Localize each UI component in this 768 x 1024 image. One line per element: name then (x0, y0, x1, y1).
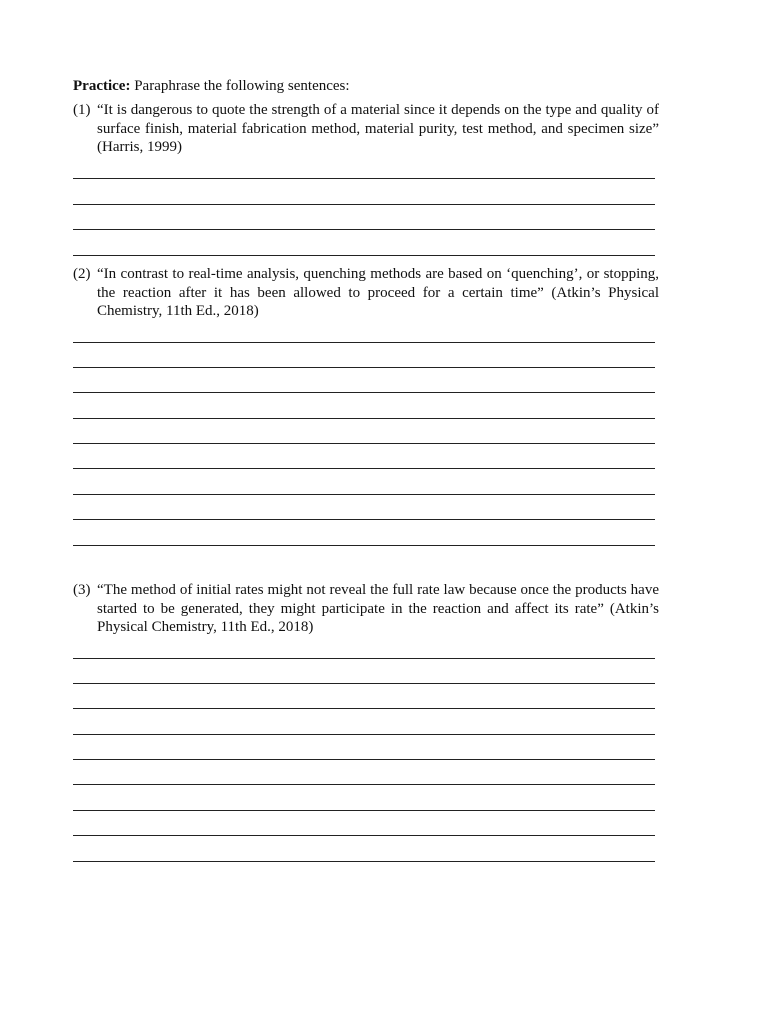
answer-line[interactable] (73, 683, 655, 684)
answer-line[interactable] (73, 784, 655, 785)
question-1-text: “It is dangerous to quote the strength of a material since it depends on the type and quality of surface finish, material fabrication method, material purity, test method, and specimen size” (Harris, 1999) (97, 102, 659, 155)
practice-label: Practice: (73, 78, 131, 94)
answer-line[interactable] (73, 519, 655, 520)
answer-line[interactable] (73, 367, 655, 368)
answer-line[interactable] (73, 861, 655, 862)
question-1-number: (1) (73, 102, 91, 118)
answer-line[interactable] (73, 494, 655, 495)
answer-line[interactable] (73, 810, 655, 811)
answer-line[interactable] (73, 545, 655, 546)
answer-line[interactable] (73, 342, 655, 343)
question-2 (73, 265, 659, 321)
question-2-text: “In contrast to real-time analysis, quenching methods are based on ‘quenching’, or stopping, the reaction after it has been allowed to proceed for a certain time” (Atkin’s Physical Chemistry, 11th Ed., 2018) (97, 266, 659, 319)
practice-instruction: Paraphrase the following sentences: (134, 78, 350, 94)
answer-line[interactable] (73, 468, 655, 469)
answer-line[interactable] (73, 708, 655, 709)
answer-line[interactable] (73, 443, 655, 444)
question-3 (73, 581, 659, 637)
question-3-text: “The method of initial rates might not reveal the full rate law because once the products have started to be generated, they might participate in the reaction and affect its rate” (Atkin’s Physical Chemistry, 11th Ed., 2018) (97, 582, 659, 635)
question-2-number: (2) (73, 266, 91, 282)
question-3-number: (3) (73, 582, 91, 598)
answer-line[interactable] (73, 392, 655, 393)
answer-line[interactable] (73, 178, 655, 179)
answer-line[interactable] (73, 658, 655, 659)
question-1 (73, 101, 659, 157)
answer-line[interactable] (73, 418, 655, 419)
answer-line[interactable] (73, 204, 655, 205)
practice-heading (73, 76, 673, 96)
answer-line[interactable] (73, 229, 655, 230)
answer-line[interactable] (73, 759, 655, 760)
answer-line[interactable] (73, 734, 655, 735)
answer-line[interactable] (73, 255, 655, 256)
answer-line[interactable] (73, 835, 655, 836)
